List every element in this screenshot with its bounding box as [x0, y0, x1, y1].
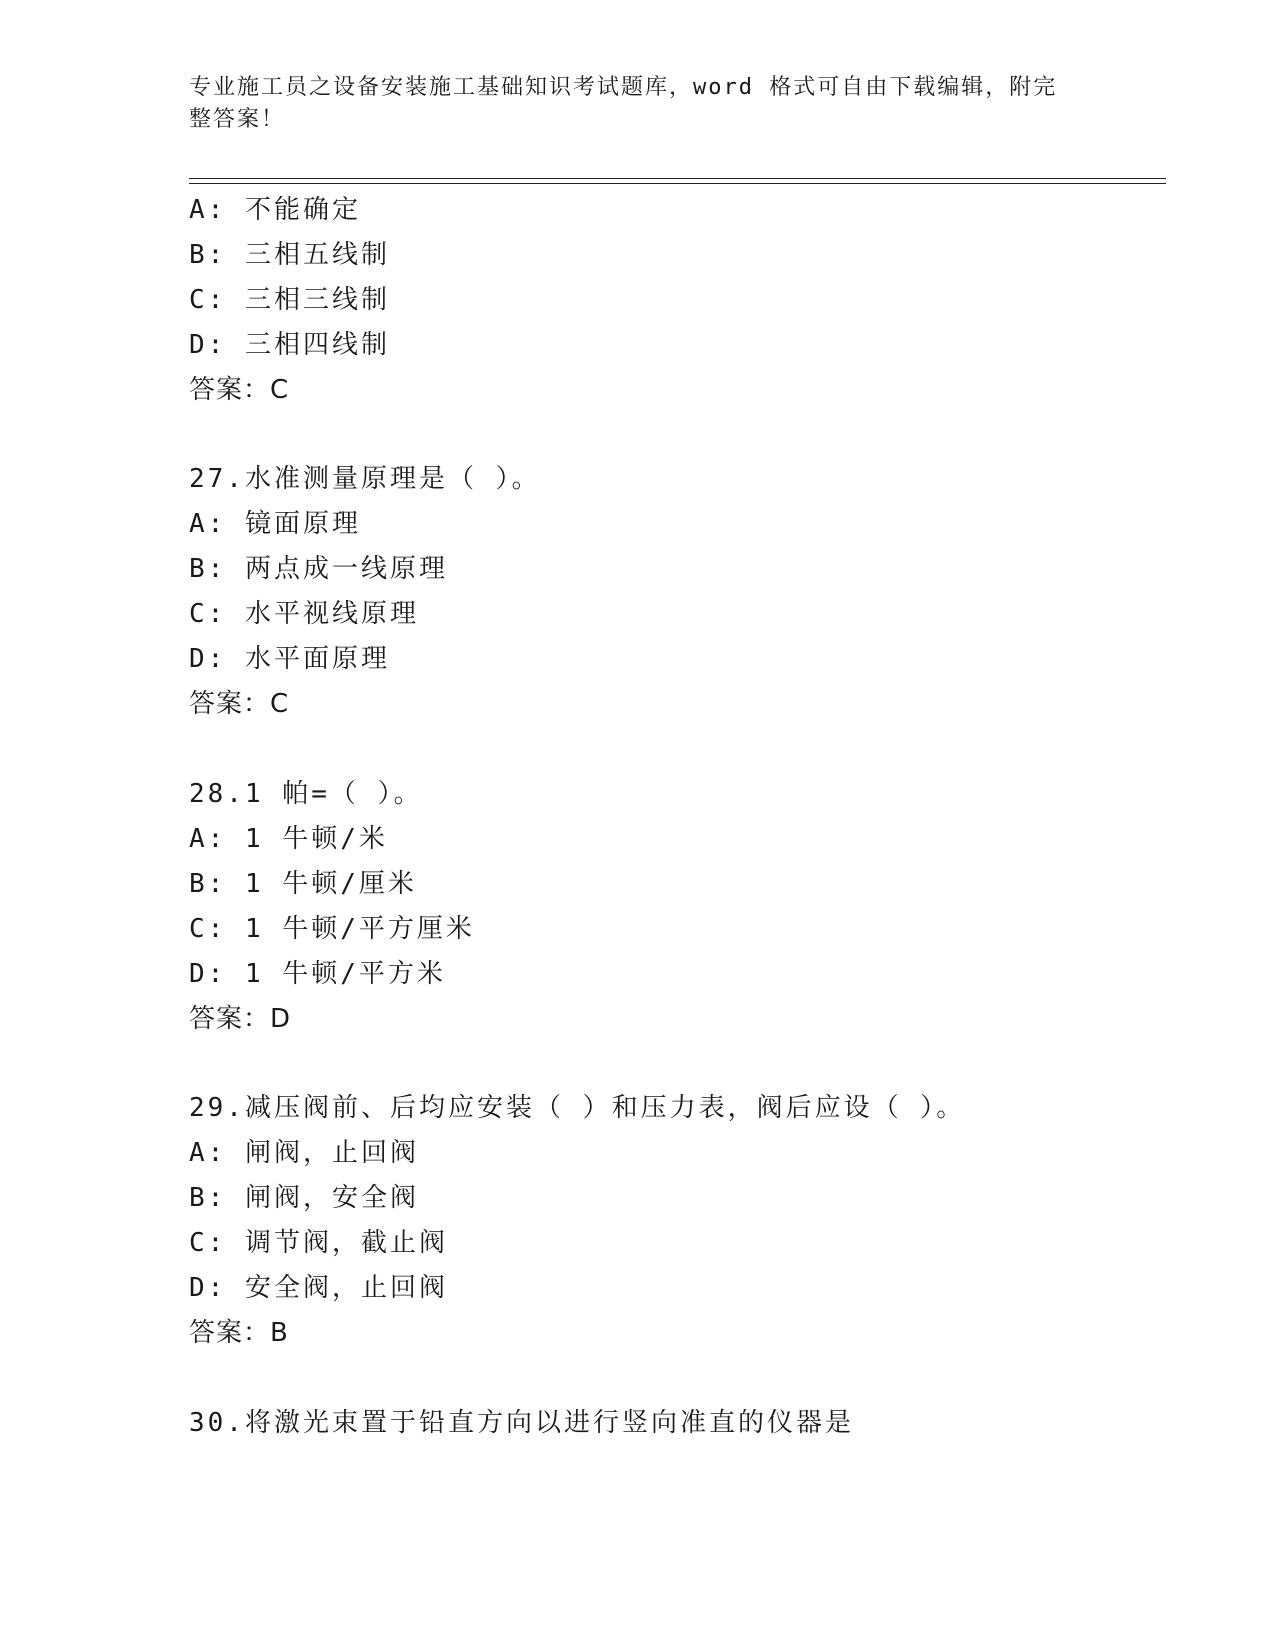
option-a: A: 闸阀，止回阀: [189, 1138, 419, 1168]
option-c: C: 水平视线原理: [189, 599, 419, 629]
option-c: C: 调节阀，截止阀: [189, 1228, 448, 1258]
question-text: 30.将激光束置于铅直方向以进行竖向准直的仪器是: [189, 1408, 854, 1438]
option-a: A: 1 牛顿/米: [189, 824, 388, 854]
option-b: B: 1 牛顿/厘米: [189, 869, 417, 899]
header-divider-top: [189, 178, 1166, 179]
answer: 答案：C: [189, 375, 290, 405]
document-header: [189, 72, 1089, 136]
answer: 答案：D: [189, 1004, 292, 1034]
question-text: 29.减压阀前、后均应安装（ ）和压力表，阀后应设（ ）。: [189, 1093, 966, 1123]
option-c: C: 三相三线制: [189, 285, 390, 315]
option-c: C: 1 牛顿/平方厘米: [189, 914, 475, 944]
question-text: 27.水准测量原理是（ ）。: [189, 464, 541, 494]
option-d: D: 水平面原理: [189, 644, 390, 674]
header-title-line-2: 整答案！: [189, 107, 286, 132]
header-title-line-1: 专业施工员之设备安装施工基础知识考试题库，word 格式可自由下载编辑，附完: [189, 75, 1058, 100]
option-b: B: 两点成一线原理: [189, 554, 448, 584]
option-a: A: 镜面原理: [189, 509, 361, 539]
answer: 答案：C: [189, 689, 290, 719]
option-d: D: 三相四线制: [189, 330, 390, 360]
question-text: 28.1 帕=（ ）。: [189, 779, 423, 809]
option-d: D: 安全阀，止回阀: [189, 1273, 448, 1303]
option-d: D: 1 牛顿/平方米: [189, 959, 446, 989]
option-a: A: 不能确定: [189, 195, 361, 225]
header-divider-bottom: [189, 183, 1166, 184]
option-b: B: 闸阀，安全阀: [189, 1183, 419, 1213]
answer: 答案：B: [189, 1318, 289, 1348]
option-b: B: 三相五线制: [189, 240, 390, 270]
